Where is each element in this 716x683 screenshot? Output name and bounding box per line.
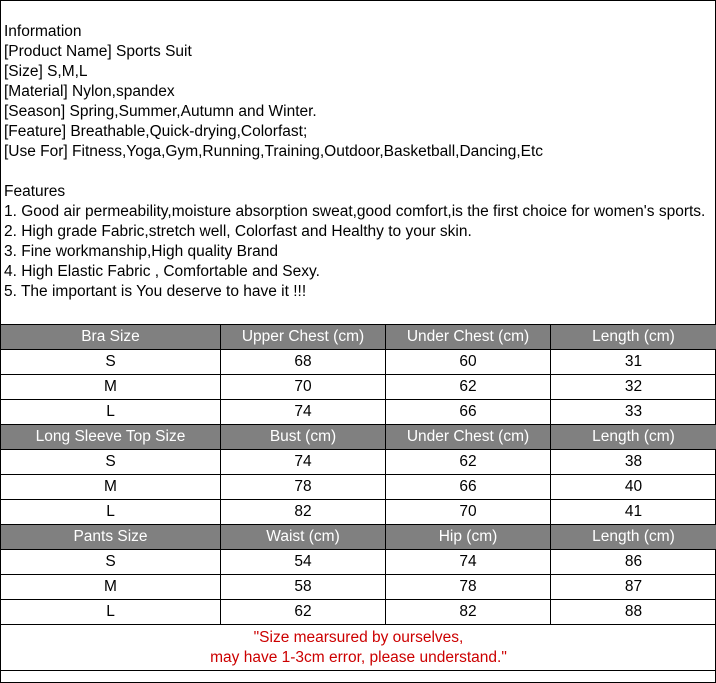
size-chart-table xyxy=(0,324,716,671)
table-header-row xyxy=(1,425,716,450)
table-cell: 78 xyxy=(221,475,386,500)
table-cell: 58 xyxy=(221,575,386,600)
table-cell: 74 xyxy=(386,550,551,575)
features-heading: Features xyxy=(4,183,66,200)
table-cell: 32 xyxy=(551,375,716,400)
info-line: [Product Name] Sports Suit xyxy=(4,43,192,60)
header-cell: Waist (cm) xyxy=(221,525,386,550)
table-cell: 74 xyxy=(221,400,386,425)
table-cell: L xyxy=(1,500,221,525)
header-cell: Long Sleeve Top Size xyxy=(1,425,221,450)
table-cell: 31 xyxy=(551,350,716,375)
table-cell: L xyxy=(1,400,221,425)
feature-line: 3. Fine workmanship,High quality Brand xyxy=(4,243,278,260)
table-cell: 70 xyxy=(386,500,551,525)
table-cell: 62 xyxy=(386,450,551,475)
table-cell: 74 xyxy=(221,450,386,475)
table-row xyxy=(1,500,716,525)
table-row xyxy=(1,475,716,500)
table-cell: 41 xyxy=(551,500,716,525)
table-cell: S xyxy=(1,350,221,375)
table-cell: 82 xyxy=(386,600,551,625)
info-line: [Feature] Breathable,Quick-drying,Colorfast; xyxy=(4,123,308,140)
table-cell: L xyxy=(1,600,221,625)
feature-line: 4. High Elastic Fabric , Comfortable and Sexy. xyxy=(4,263,320,280)
table-cell: M xyxy=(1,575,221,600)
table-cell: 70 xyxy=(221,375,386,400)
table-cell: 40 xyxy=(551,475,716,500)
feature-line: 5. The important is You deserve to have it !!! xyxy=(4,283,307,300)
table-cell: 88 xyxy=(551,600,716,625)
header-cell: Length (cm) xyxy=(551,425,716,450)
description-block xyxy=(4,22,705,302)
spacer xyxy=(4,162,705,182)
size-note xyxy=(1,625,716,671)
table-cell: M xyxy=(1,475,221,500)
table-cell: S xyxy=(1,550,221,575)
table-cell: 66 xyxy=(386,475,551,500)
note-row xyxy=(1,625,716,671)
size-note-line: "Size mearsured by ourselves, xyxy=(253,628,464,646)
feature-line: 2. High grade Fabric,stretch well, Colorfast and Healthy to your skin. xyxy=(4,223,472,240)
header-cell: Length (cm) xyxy=(551,525,716,550)
table-row xyxy=(1,600,716,625)
header-cell: Bust (cm) xyxy=(221,425,386,450)
info-line: [Use For] Fitness,Yoga,Gym,Running,Training,Outdoor,Basketball,Dancing,Etc xyxy=(4,143,544,160)
table-cell: M xyxy=(1,375,221,400)
table-cell: 54 xyxy=(221,550,386,575)
table-cell: 62 xyxy=(386,375,551,400)
table-header-row xyxy=(1,525,716,550)
table-cell: 33 xyxy=(551,400,716,425)
table-row xyxy=(1,350,716,375)
size-note-line: may have 1-3cm error, please understand." xyxy=(210,648,507,666)
header-cell: Under Chest (cm) xyxy=(386,325,551,350)
table-cell: S xyxy=(1,450,221,475)
table-row xyxy=(1,375,716,400)
table-cell: 87 xyxy=(551,575,716,600)
table-cell: 86 xyxy=(551,550,716,575)
table-cell: 82 xyxy=(221,500,386,525)
table-cell: 66 xyxy=(386,400,551,425)
header-cell: Under Chest (cm) xyxy=(386,425,551,450)
table-row xyxy=(1,550,716,575)
table-cell: 68 xyxy=(221,350,386,375)
table-cell: 78 xyxy=(386,575,551,600)
info-heading: Information xyxy=(4,23,82,40)
info-line: [Size] S,M,L xyxy=(4,63,88,80)
info-line: [Material] Nylon,spandex xyxy=(4,83,175,100)
table-cell: 60 xyxy=(386,350,551,375)
header-cell: Pants Size xyxy=(1,525,221,550)
header-cell: Length (cm) xyxy=(551,325,716,350)
table-cell: 38 xyxy=(551,450,716,475)
table-cell: 62 xyxy=(221,600,386,625)
header-cell: Hip (cm) xyxy=(386,525,551,550)
feature-line: 1. Good air permeability,moisture absorption sweat,good comfort,is the first choice for women's sports. xyxy=(4,203,706,220)
header-cell: Upper Chest (cm) xyxy=(221,325,386,350)
table-header-row xyxy=(1,325,716,350)
table-row xyxy=(1,575,716,600)
table-row xyxy=(1,450,716,475)
table-row xyxy=(1,400,716,425)
info-line: [Season] Spring,Summer,Autumn and Winter. xyxy=(4,103,317,120)
header-cell: Bra Size xyxy=(1,325,221,350)
